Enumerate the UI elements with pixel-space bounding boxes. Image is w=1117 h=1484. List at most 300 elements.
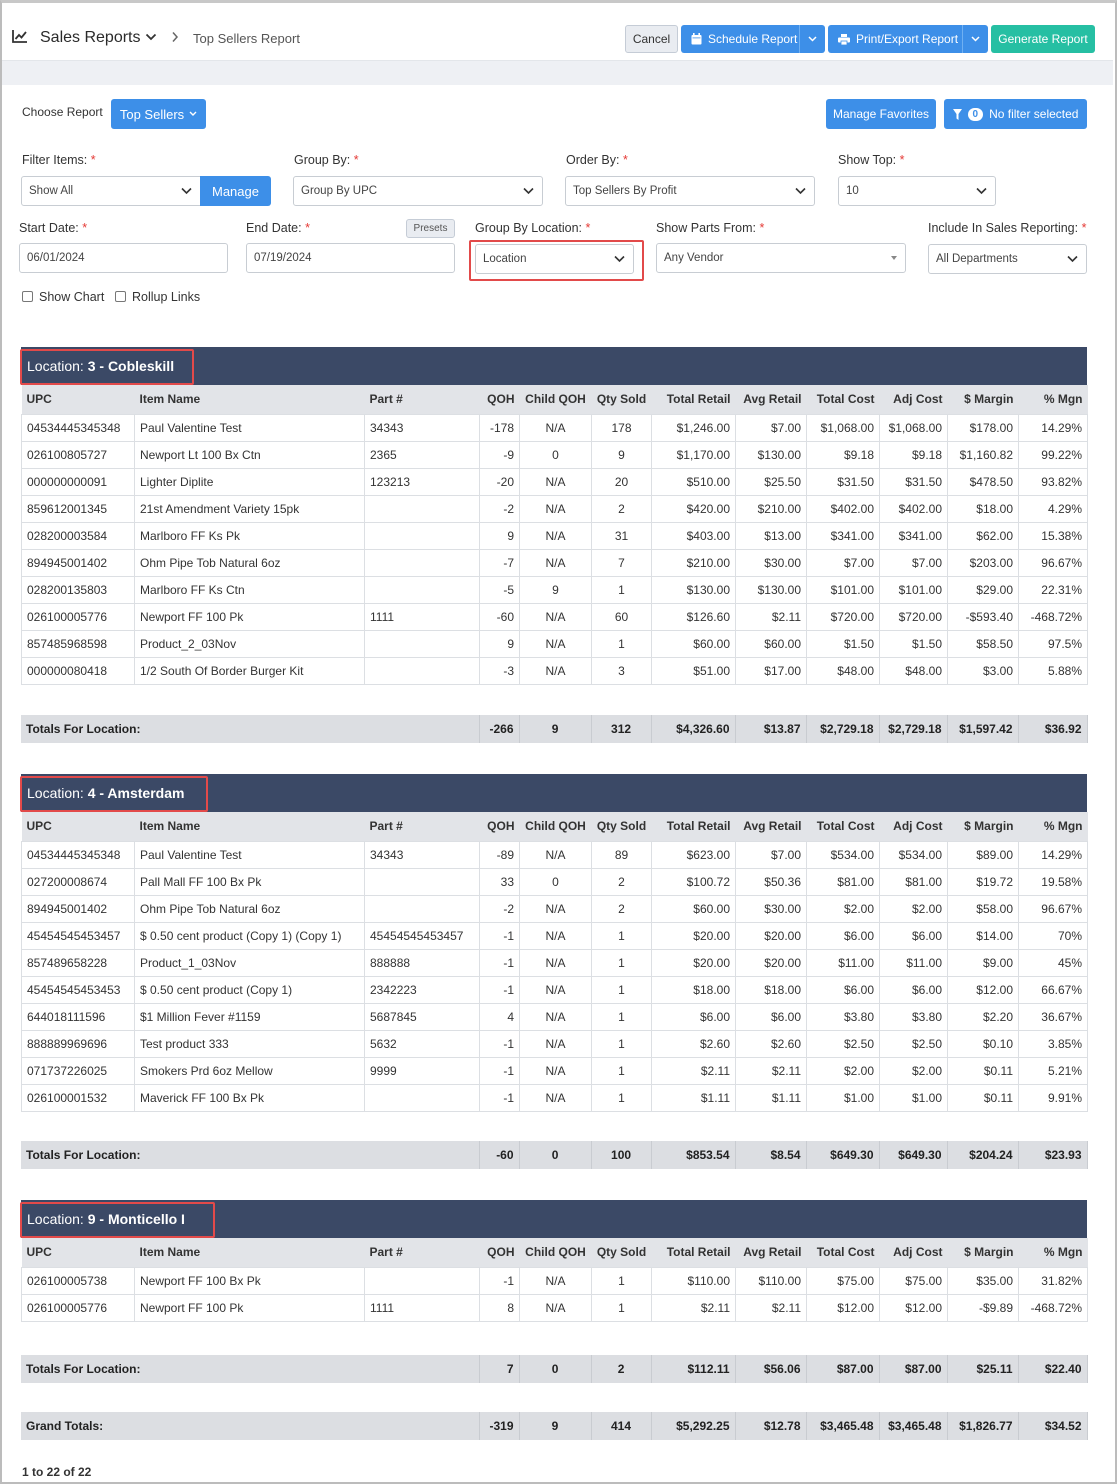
table-cell: [365, 495, 480, 522]
table-row[interactable]: [22, 922, 1088, 949]
table-cell: 97.5%: [1019, 630, 1088, 657]
table-cell: $17.00: [736, 657, 807, 684]
column-header[interactable]: % Mgn: [1019, 385, 1088, 414]
table-cell: 123213: [365, 468, 480, 495]
table-cell: $18.00: [948, 495, 1019, 522]
table-cell: $48.00: [880, 657, 948, 684]
group-by-select[interactable]: [293, 176, 543, 206]
totals-cell: 0: [519, 1141, 591, 1169]
table-cell: $130.00: [736, 576, 807, 603]
manage-favorites-button[interactable]: Manage Favorites: [826, 99, 936, 129]
table-cell: 99.22%: [1019, 441, 1088, 468]
include-in-sales-select[interactable]: [928, 244, 1087, 274]
table-cell: 22.31%: [1019, 576, 1088, 603]
location-name: 4 - Amsterdam: [87, 785, 185, 801]
table-cell: $1.00: [880, 1084, 948, 1111]
column-header[interactable]: Adj Cost: [880, 385, 948, 414]
table-cell: $6.00: [652, 1003, 736, 1030]
table-cell: $2.00: [807, 895, 880, 922]
table-cell: 0: [520, 441, 592, 468]
totals-cell: $649.30: [879, 1141, 947, 1169]
totals-cell: $8.54: [735, 1141, 806, 1169]
highlight-box: [20, 1202, 215, 1238]
table-cell: $1,068.00: [807, 414, 880, 441]
table-cell: $81.00: [807, 868, 880, 895]
table-cell: 028200135803: [22, 576, 135, 603]
table-cell: 1: [592, 576, 652, 603]
table-cell: $60.00: [652, 895, 736, 922]
table-cell: 14.29%: [1019, 841, 1088, 868]
table-cell: $402.00: [807, 495, 880, 522]
column-header[interactable]: Adj Cost: [880, 1238, 948, 1267]
table-cell: N/A: [520, 468, 592, 495]
table-row[interactable]: [22, 1084, 1088, 1111]
totals-row: [21, 715, 1087, 743]
order-by-select[interactable]: [565, 176, 815, 206]
table-cell: $2.11: [736, 1057, 807, 1084]
location-name: 3 - Cobleskill: [87, 358, 175, 374]
grand-totals-cell: $3,465.48: [806, 1412, 879, 1440]
print-export-button-group: [828, 25, 988, 53]
column-header[interactable]: Part #: [365, 385, 480, 414]
grand-totals-cell: $34.52: [1018, 1412, 1087, 1440]
location-name: 9 - Monticello I: [87, 1211, 185, 1227]
table-cell: $89.00: [948, 841, 1019, 868]
table-row[interactable]: [22, 1294, 1088, 1321]
rollup-links-checkbox[interactable]: [115, 291, 126, 302]
column-header[interactable]: Qty Sold: [592, 812, 652, 841]
column-header[interactable]: UPC: [22, 812, 135, 841]
group-by-label: Group By: *: [294, 153, 359, 167]
totals-cell: $87.00: [879, 1355, 947, 1383]
grand-totals-label: Grand Totals:: [21, 1412, 479, 1440]
table-cell: $2.11: [736, 603, 807, 630]
table-cell: $203.00: [948, 549, 1019, 576]
table-row[interactable]: [22, 657, 1088, 684]
table-cell: $130.00: [736, 441, 807, 468]
totals-cell: 2: [591, 1355, 651, 1383]
table-cell: $13.00: [736, 522, 807, 549]
chevron-down-icon[interactable]: [145, 32, 157, 42]
table-cell: $51.00: [652, 657, 736, 684]
table-row[interactable]: [22, 841, 1088, 868]
table-cell: 93.82%: [1019, 468, 1088, 495]
table-row[interactable]: [22, 522, 1088, 549]
show-parts-from-value: Any Vendor: [664, 252, 724, 264]
filter-status-button[interactable]: [944, 99, 1087, 129]
column-header[interactable]: $ Margin: [948, 812, 1019, 841]
table-cell: $30.00: [736, 549, 807, 576]
table-cell: $403.00: [652, 522, 736, 549]
table-row[interactable]: [22, 495, 1088, 522]
table-cell: 9.91%: [1019, 1084, 1088, 1111]
start-date-input[interactable]: 06/01/2024: [19, 243, 228, 273]
totals-cell: $36.92: [1018, 715, 1087, 743]
table-cell: 2342223: [365, 976, 480, 1003]
column-header[interactable]: Child QOH: [520, 1238, 592, 1267]
table-cell: -9: [480, 441, 520, 468]
table-cell: 34343: [365, 414, 480, 441]
table-cell: $2.11: [652, 1057, 736, 1084]
table-cell: $1.00: [807, 1084, 880, 1111]
highlight-box: [469, 240, 644, 281]
print-export-label: Print/Export Report: [856, 32, 959, 46]
column-header[interactable]: $ Margin: [948, 1238, 1019, 1267]
table-cell: 1: [592, 1030, 652, 1057]
table-cell: $0.10: [948, 1030, 1019, 1057]
table-cell: -89: [480, 841, 520, 868]
column-header[interactable]: Qty Sold: [592, 385, 652, 414]
table-cell: $11.00: [807, 949, 880, 976]
column-header[interactable]: Total Retail: [652, 385, 736, 414]
table-cell: -1: [480, 949, 520, 976]
table-cell: 5632: [365, 1030, 480, 1057]
caret-down-icon: [891, 256, 897, 260]
start-date-label: Start Date: *: [19, 221, 88, 235]
table-row[interactable]: [22, 868, 1088, 895]
table-cell: 1: [592, 922, 652, 949]
show-chart-checkbox[interactable]: [22, 291, 33, 302]
table-cell: $14.00: [948, 922, 1019, 949]
column-header[interactable]: Total Retail: [652, 1238, 736, 1267]
table-cell: Newport Lt 100 Bx Ctn: [135, 441, 365, 468]
table-cell: 31: [592, 522, 652, 549]
show-top-select[interactable]: [838, 176, 996, 206]
chevron-down-icon: [1067, 255, 1078, 263]
table-cell: $12.00: [948, 976, 1019, 1003]
table-cell: 31.82%: [1019, 1267, 1088, 1294]
print-export-button[interactable]: [828, 25, 962, 53]
table-row[interactable]: [22, 468, 1088, 495]
schedule-report-button[interactable]: [681, 25, 799, 53]
table-cell: 888888: [365, 949, 480, 976]
table-row[interactable]: [22, 441, 1088, 468]
table-cell: 33: [480, 868, 520, 895]
table-cell: $75.00: [880, 1267, 948, 1294]
table-cell: $402.00: [880, 495, 948, 522]
report-type-dropdown[interactable]: [111, 99, 206, 129]
table-cell: N/A: [520, 895, 592, 922]
show-top-value: 10: [846, 185, 859, 197]
table-cell: 2: [592, 868, 652, 895]
generate-report-button[interactable]: Generate Report: [991, 25, 1095, 53]
column-header[interactable]: % Mgn: [1019, 812, 1088, 841]
column-header[interactable]: Part #: [365, 812, 480, 841]
table-header-row: [22, 385, 1088, 414]
table-cell: $2.00: [880, 1057, 948, 1084]
table-cell: $1.11: [736, 1084, 807, 1111]
table-cell: $18.00: [652, 976, 736, 1003]
table-cell: 1: [592, 1084, 652, 1111]
totals-cell: $13.87: [735, 715, 806, 743]
table-row[interactable]: [22, 1267, 1088, 1294]
table-cell: $1 Million Fever #1159: [135, 1003, 365, 1030]
table-cell: N/A: [520, 603, 592, 630]
table-cell: $2.60: [736, 1030, 807, 1057]
order-by-label: Order By: *: [566, 153, 628, 167]
totals-row: [21, 1141, 1087, 1169]
table-cell: $6.00: [807, 922, 880, 949]
top-bar-separator: [2, 61, 1113, 85]
table-cell: N/A: [520, 922, 592, 949]
column-header[interactable]: Item Name: [135, 812, 365, 841]
column-header[interactable]: Child QOH: [520, 385, 592, 414]
totals-cell: 7: [479, 1355, 519, 1383]
table-cell: 1111: [365, 1294, 480, 1321]
table-cell: $20.00: [652, 922, 736, 949]
rollup-links-label: Rollup Links: [132, 290, 201, 304]
location-prefix: Location:: [27, 1211, 88, 1227]
totals-cell: -266: [479, 715, 519, 743]
table-cell: N/A: [520, 549, 592, 576]
totals-cell: $87.00: [806, 1355, 879, 1383]
table-cell: Newport FF 100 Pk: [135, 603, 365, 630]
table-cell: $2.50: [880, 1030, 948, 1057]
presets-button[interactable]: Presets: [406, 219, 455, 238]
table-cell: $2.00: [880, 895, 948, 922]
table-cell: $1.50: [807, 630, 880, 657]
table-cell: N/A: [520, 1030, 592, 1057]
table-cell: 857489658228: [22, 949, 135, 976]
table-cell: $48.00: [807, 657, 880, 684]
print-export-dropdown[interactable]: [962, 25, 988, 53]
table-cell: 4: [480, 1003, 520, 1030]
column-header[interactable]: Child QOH: [520, 812, 592, 841]
table-row[interactable]: [22, 1003, 1088, 1030]
table-cell: 026100005776: [22, 603, 135, 630]
table-row[interactable]: [22, 1057, 1088, 1084]
table-row[interactable]: [22, 895, 1088, 922]
table-row[interactable]: [22, 414, 1088, 441]
chevron-down-icon: [971, 36, 980, 42]
table-cell: 1: [592, 1057, 652, 1084]
table-cell: $2.20: [948, 1003, 1019, 1030]
table-cell: 1: [592, 1003, 652, 1030]
group-by-location-label: Group By Location: *: [475, 221, 591, 235]
table-cell: [365, 522, 480, 549]
table-cell: $20.00: [652, 949, 736, 976]
table-cell: N/A: [520, 657, 592, 684]
table-cell: N/A: [520, 976, 592, 1003]
table-cell: N/A: [520, 495, 592, 522]
column-header[interactable]: Item Name: [135, 1238, 365, 1267]
table-cell: $420.00: [652, 495, 736, 522]
table-cell: $58.50: [948, 630, 1019, 657]
table-cell: $31.50: [880, 468, 948, 495]
column-header[interactable]: % Mgn: [1019, 1238, 1088, 1267]
table-cell: N/A: [520, 1294, 592, 1321]
table-cell: 1111: [365, 603, 480, 630]
table-cell: $2.11: [652, 1294, 736, 1321]
table-cell: 857485968598: [22, 630, 135, 657]
filter-items-label: Filter Items: *: [22, 153, 96, 167]
table-cell: $6.00: [736, 1003, 807, 1030]
show-top-label: Show Top: *: [838, 153, 905, 167]
highlight-box: [20, 349, 194, 385]
table-cell: $12.00: [807, 1294, 880, 1321]
totals-cell: $23.93: [1018, 1141, 1087, 1169]
table-cell: $110.00: [652, 1267, 736, 1294]
table-cell: [365, 868, 480, 895]
manage-button[interactable]: Manage: [200, 176, 271, 206]
column-header[interactable]: Total Cost: [807, 385, 880, 414]
table-row[interactable]: [22, 603, 1088, 630]
column-header[interactable]: Total Cost: [807, 812, 880, 841]
totals-cell: 312: [591, 715, 651, 743]
table-cell: -2: [480, 895, 520, 922]
table-cell: -$9.89: [948, 1294, 1019, 1321]
cancel-button[interactable]: Cancel: [625, 25, 678, 53]
table-cell: 04534445345348: [22, 841, 135, 868]
table-cell: -1: [480, 976, 520, 1003]
table-cell: $9.00: [948, 949, 1019, 976]
table-row[interactable]: [22, 976, 1088, 1003]
table-row[interactable]: [22, 549, 1088, 576]
table-cell: 9: [480, 630, 520, 657]
table-cell: 60: [592, 603, 652, 630]
table-cell: Marlboro FF Ks Ctn: [135, 576, 365, 603]
grand-totals-cell: $3,465.48: [879, 1412, 947, 1440]
table-cell: 2365: [365, 441, 480, 468]
table-cell: -468.72%: [1019, 1294, 1088, 1321]
table-cell: 9999: [365, 1057, 480, 1084]
end-date-input[interactable]: 07/19/2024: [246, 243, 455, 273]
column-header[interactable]: Item Name: [135, 385, 365, 414]
column-header[interactable]: Part #: [365, 1238, 480, 1267]
totals-cell: $4,326.60: [651, 715, 735, 743]
totals-cell: 0: [519, 1355, 591, 1383]
table-cell: $7.00: [880, 549, 948, 576]
report-table: [21, 385, 1088, 685]
table-cell: $478.50: [948, 468, 1019, 495]
table-cell: $2.50: [807, 1030, 880, 1057]
schedule-report-dropdown[interactable]: [799, 25, 825, 53]
column-header[interactable]: Total Cost: [807, 1238, 880, 1267]
filter-icon: [953, 109, 962, 120]
table-cell: 2: [592, 495, 652, 522]
column-header[interactable]: Qty Sold: [592, 1238, 652, 1267]
line-chart-icon: [12, 29, 28, 43]
table-cell: 20: [592, 468, 652, 495]
totals-label: Totals For Location:: [21, 1141, 479, 1169]
column-header[interactable]: Adj Cost: [880, 812, 948, 841]
column-header[interactable]: Avg Retail: [736, 385, 807, 414]
table-cell: 45454545453457: [365, 922, 480, 949]
show-parts-from-select[interactable]: [656, 243, 906, 273]
filter-items-value: Show All: [29, 185, 74, 197]
column-header[interactable]: UPC: [22, 1238, 135, 1267]
table-cell: 027200008674: [22, 868, 135, 895]
table-cell: -1: [480, 1267, 520, 1294]
table-cell: $7.00: [807, 549, 880, 576]
table-row[interactable]: [22, 576, 1088, 603]
table-cell: $130.00: [652, 576, 736, 603]
column-header[interactable]: Avg Retail: [736, 812, 807, 841]
table-cell: $2.11: [736, 1294, 807, 1321]
table-cell: Paul Valentine Test: [135, 414, 365, 441]
table-cell: 3.85%: [1019, 1030, 1088, 1057]
totals-cell: $204.24: [947, 1141, 1018, 1169]
table-cell: $9.18: [807, 441, 880, 468]
table-cell: 1: [592, 630, 652, 657]
grand-totals-cell: 414: [591, 1412, 651, 1440]
chevron-down-icon: [181, 187, 192, 195]
table-cell: $20.00: [736, 922, 807, 949]
breadcrumb-current: Top Sellers Report: [193, 31, 300, 46]
table-cell: 2: [592, 895, 652, 922]
table-cell: [365, 630, 480, 657]
table-cell: 45454545453457: [22, 922, 135, 949]
totals-cell: $25.11: [947, 1355, 1018, 1383]
totals-cell: $649.30: [806, 1141, 879, 1169]
table-cell: 894945001402: [22, 895, 135, 922]
table-cell: $720.00: [880, 603, 948, 630]
table-cell: -1: [480, 1030, 520, 1057]
table-row[interactable]: [22, 1030, 1088, 1057]
table-cell: 9: [480, 522, 520, 549]
table-cell: 04534445345348: [22, 414, 135, 441]
table-cell: 45%: [1019, 949, 1088, 976]
table-cell: -1: [480, 1084, 520, 1111]
location-totals: [21, 715, 1088, 743]
column-header[interactable]: QOH: [480, 385, 520, 414]
table-cell: Ohm Pipe Tob Natural 6oz: [135, 549, 365, 576]
report-table: [21, 812, 1088, 1112]
table-cell: $ 0.50 cent product (Copy 1): [135, 976, 365, 1003]
table-cell: 1: [592, 976, 652, 1003]
table-cell: $3.00: [948, 657, 1019, 684]
filter-items-select[interactable]: [21, 176, 201, 206]
chevron-down-icon: [808, 36, 817, 42]
table-cell: 8: [480, 1294, 520, 1321]
table-cell: -20: [480, 468, 520, 495]
table-cell: $58.00: [948, 895, 1019, 922]
table-cell: $1,160.82: [948, 441, 1019, 468]
column-header[interactable]: Total Retail: [652, 812, 736, 841]
table-cell: 071737226025: [22, 1057, 135, 1084]
table-cell: Newport FF 100 Pk: [135, 1294, 365, 1321]
table-cell: $510.00: [652, 468, 736, 495]
include-in-sales-value: All Departments: [936, 253, 1018, 265]
table-row[interactable]: [22, 630, 1088, 657]
table-row[interactable]: [22, 949, 1088, 976]
column-header[interactable]: QOH: [480, 812, 520, 841]
table-cell: $7.00: [736, 414, 807, 441]
table-cell: $0.11: [948, 1057, 1019, 1084]
table-cell: Ohm Pipe Tob Natural 6oz: [135, 895, 365, 922]
column-header[interactable]: Avg Retail: [736, 1238, 807, 1267]
totals-cell: $2,729.18: [879, 715, 947, 743]
table-cell: $210.00: [652, 549, 736, 576]
table-cell: [365, 657, 480, 684]
page-title[interactable]: Sales Reports: [40, 29, 141, 46]
table-cell: 45454545453453: [22, 976, 135, 1003]
order-by-value: Top Sellers By Profit: [573, 185, 677, 197]
table-cell: $11.00: [880, 949, 948, 976]
table-cell: $75.00: [807, 1267, 880, 1294]
table-cell: $25.50: [736, 468, 807, 495]
column-header[interactable]: UPC: [22, 385, 135, 414]
table-cell: N/A: [520, 1084, 592, 1111]
table-cell: $1,246.00: [652, 414, 736, 441]
column-header[interactable]: $ Margin: [948, 385, 1019, 414]
table-cell: N/A: [520, 1267, 592, 1294]
column-header[interactable]: QOH: [480, 1238, 520, 1267]
table-cell: $62.00: [948, 522, 1019, 549]
table-cell: 026100001532: [22, 1084, 135, 1111]
table-cell: 026100805727: [22, 441, 135, 468]
table-cell: $9.18: [880, 441, 948, 468]
